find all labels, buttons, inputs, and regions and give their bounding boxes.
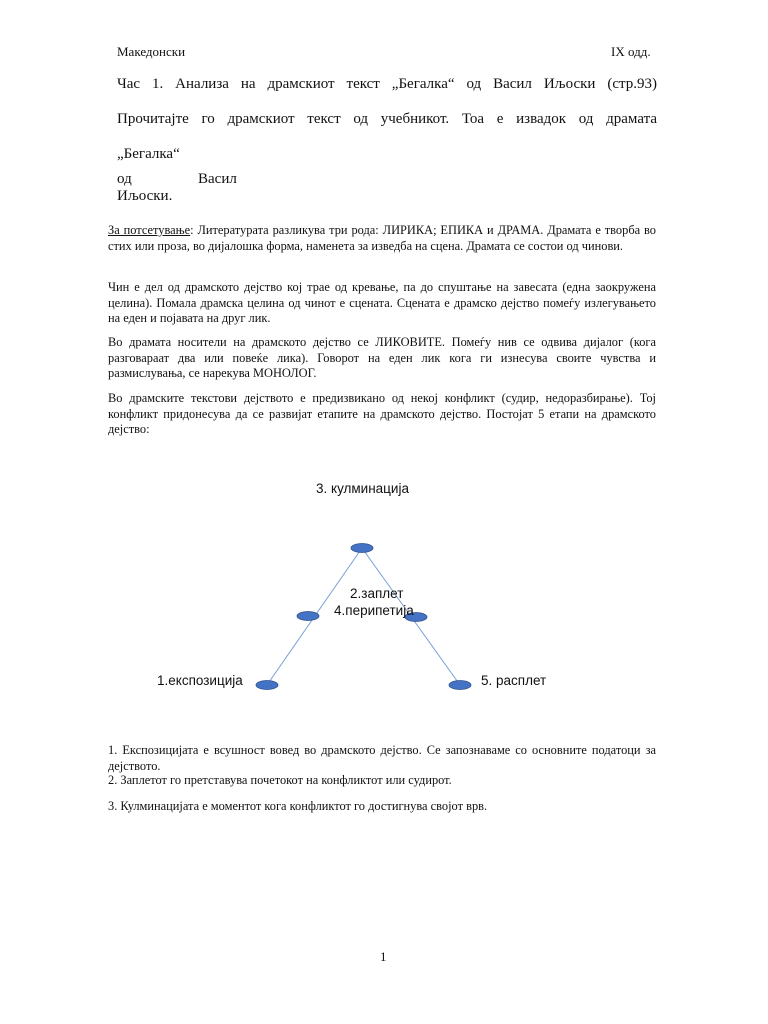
reminder-text: : Литературата разликува три рода: ЛИРИКА; ЕПИКА и ДРАМА. Драмата е творба во стих или проза, во дијалошка форма, наменета за изведба на сцена. Драмата се состои од чинови. [108,223,657,253]
list-item-complication: 2. Заплетот го претставува почетокот на конфликтот или судирот. [108,773,452,787]
exposition-node [256,681,278,690]
resolution-label: 5. расплет [481,673,547,688]
subject-label: Македонски [117,44,186,59]
conflict-paragraph: Во драмските текстови дејството е предизвикано од некој конфликт (судир, недоразбирање). Тој конфликт придонесува да се развијат етапите на драмското дејство. Постојат 5 етапи на драмското дејство: [108,391,656,436]
list-item-culmination: 3. Кулминацијата е моментот кога конфликтот го достигнува својот врв. [108,799,488,813]
resolution-node [449,681,471,690]
grade-label: IX одд. [611,44,651,59]
exposition-label: 1.експозиција [157,673,243,688]
instruction-line-1: Прочитајте го драмскиот текст од учебникот. Тоа е извадок од драмата [117,111,657,127]
culmination-label: 3. кулминација [316,481,409,496]
instruction-line-2: „Бегалка“ [117,146,180,162]
reminder-label: За потсетување [108,223,191,237]
culmination-node [351,544,373,553]
peripeteia-label: 4.перипетија [334,603,414,618]
characters-paragraph: Во драмата носители на драмското дејство се ЛИКОВИТЕ. Помеѓу нив се одвива дијалог (кога разговараат два или повеќе лика). Говорот на еден лик кога ги изнесува своите чувства и размислувања, се нарекува МОНОЛОГ. [108,335,656,380]
author-od: од [117,171,132,187]
complication-label: 2.заплет [350,586,404,601]
act-paragraph: Чин е дел од драмското дејство кој трае од кревање, па до спуштање на завесата (една заокружена целина). Помала драмска целина од чинот е сцената. Сцената е драмско дејство помеѓу излегувањето на еден и појавата на друг лик. [108,280,656,325]
author-last-name: Иљоски. [117,188,173,204]
list-item-exposition: 1. Експозицијата е всушност вовед во драмското дејство. Се запознаваме со основните податоци за дејството. [108,743,656,773]
author-first-name: Васил [198,171,237,187]
complication-node [297,612,319,621]
lesson-title: Час 1. Анализа на драмскиот текст „Бегалка“ од Васил Иљоски (стр.93) [117,76,657,92]
page-number: 1 [380,949,387,964]
